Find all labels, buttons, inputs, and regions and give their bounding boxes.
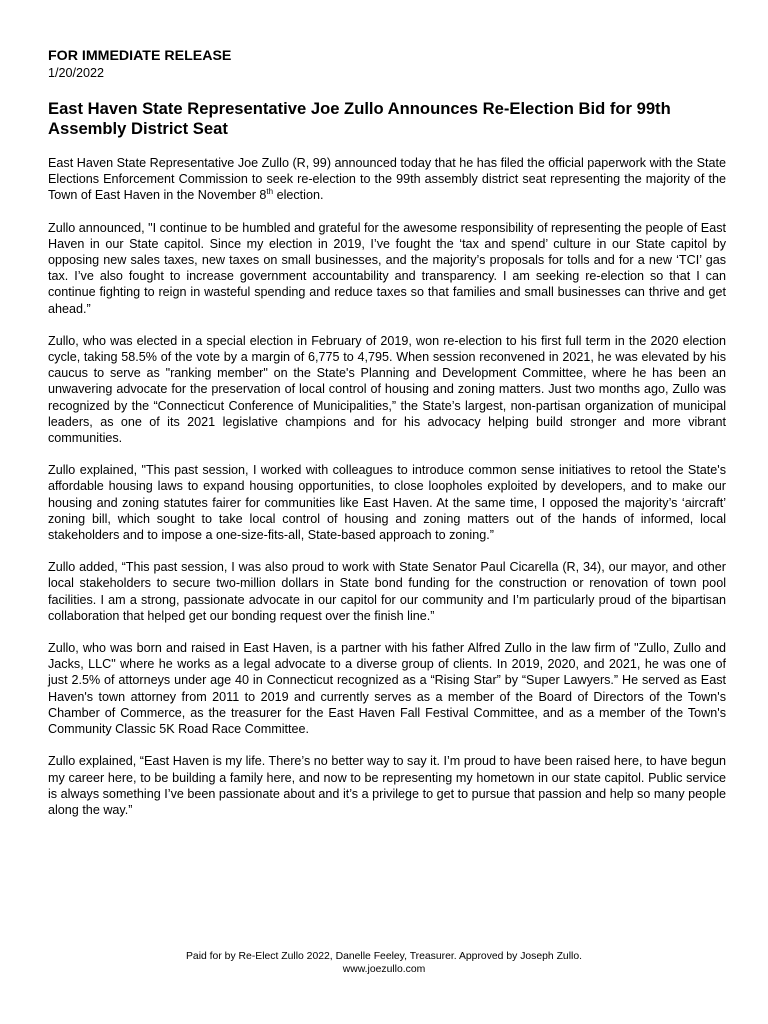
paragraph-5: Zullo added, “This past session, I was also proud to work with State Senator Paul Cicarella (R, 34), our mayor, and other local stakeholders to secure two-million dollars in State bond funding for the construction or renovation of town pool facilities. I am a strong, passionate advocate in our capitol for our community and I’m particularly proud of the bipartisan collaboration that helped get our bonding request over the finish line.”	[48, 560, 726, 623]
footer-website: www.joezullo.com	[342, 964, 426, 975]
release-label: FOR IMMEDIATE RELEASE	[48, 48, 232, 64]
footer	[0, 950, 768, 976]
paragraph-2: Zullo announced, "I continue to be humbled and grateful for the awesome responsibility of representing the people of East Haven in our State capitol. Since my election in 2019, I’ve fought the ‘tax and spend’ culture in our State capitol by opposing new sales taxes, new taxes on small businesses, and the majority’s proposals for tolls and for a new ‘TCI’ gas tax. I’ve also fought to increase government accountability and transparency. I am seeking re-election so that I can continue fighting to reign in wasteful spending and reduce taxes so that families and small businesses can thrive and get ahead.”	[48, 220, 726, 316]
footer-disclaimer: Paid for by Re-Elect Zullo 2022, Danelle Feeley, Treasurer. Approved by Joseph Zullo.	[185, 951, 582, 962]
paragraph-1	[48, 155, 726, 204]
release-date: 1/20/2022	[48, 66, 105, 80]
paragraph-4: Zullo explained, "This past session, I worked with colleagues to introduce common sense initiatives to retool the State's affordable housing laws to expand housing opportunities, to close loopholes exploited by developers, and to make our housing and zoning statutes fairer for communities like East Haven. At the same time, I opposed the majority’s ‘aircraft’ zoning bill, which sought to take local control of housing and zoning matters out of the hands of informed, local stakeholders and to impose a one-size-fits-all, State-based approach to zoning.”	[48, 463, 726, 543]
paragraph-6: Zullo, who was born and raised in East Haven, is a partner with his father Alfred Zullo in the law firm of "Zullo, Zullo and Jacks, LLC" where he works as a legal advocate to a diverse group of clients. In 2019, 2020, and 2021, he was one of just 2.5% of attorneys under age 40 in Connecticut recognized as a “Rising Star” by “Super Lawyers.” He served as East Haven's town attorney from 2011 to 2019 and currently serves as a member of the Board of Directors of the Town's Chamber of Commerce, as the treasurer for the East Haven Fall Festival Committee, and as a member of the Town's Community Classic 5K Road Race Committee.	[48, 641, 726, 737]
paragraph-1-text: East Haven State Representative Joe Zullo (R, 99) announced today that he has filed the official paperwork with the State Elections Enforcement Commission to seek re-election to the 99th assembly district seat representing the majority of the Town of East Haven in the November 8	[48, 156, 726, 203]
paragraph-3: Zullo, who was elected in a special election in February of 2019, won re-election to his first full term in the 2020 election cycle, taking 58.5% of the vote by a margin of 6,775 to 4,795. When session reconvened in 2021, he was elevated by his caucus to serve as "ranking member" on the State's Planning and Development Committee, where he has been an unwavering advocate for the preservation of local control of housing and zoning matters. Just two months ago, Zullo was recognized by the “Connecticut Conference of Municipalities,” the State’s largest, non-partisan organization of municipal leaders, as one of its 2021 legislative champions and for his advocacy helping build stronger and more vibrant communities.	[48, 333, 726, 446]
ordinal-suffix: th	[266, 187, 274, 197]
paragraph-1-tail: election.	[273, 188, 324, 203]
press-release-document	[48, 48, 726, 818]
paragraph-7: Zullo explained, “East Haven is my life. There’s no better way to say it. I’m proud to have been raised here, to have begun my career here, to be building a family here, and now to be representing my hometown in our state capitol. Public service is always something I’ve been passionate about and it’s a privilege to get to pursue that passion and help so many people along the way.”	[48, 754, 726, 817]
headline: East Haven State Representative Joe Zullo Announces Re-Election Bid for 99th Assembly District Seat	[48, 99, 671, 138]
